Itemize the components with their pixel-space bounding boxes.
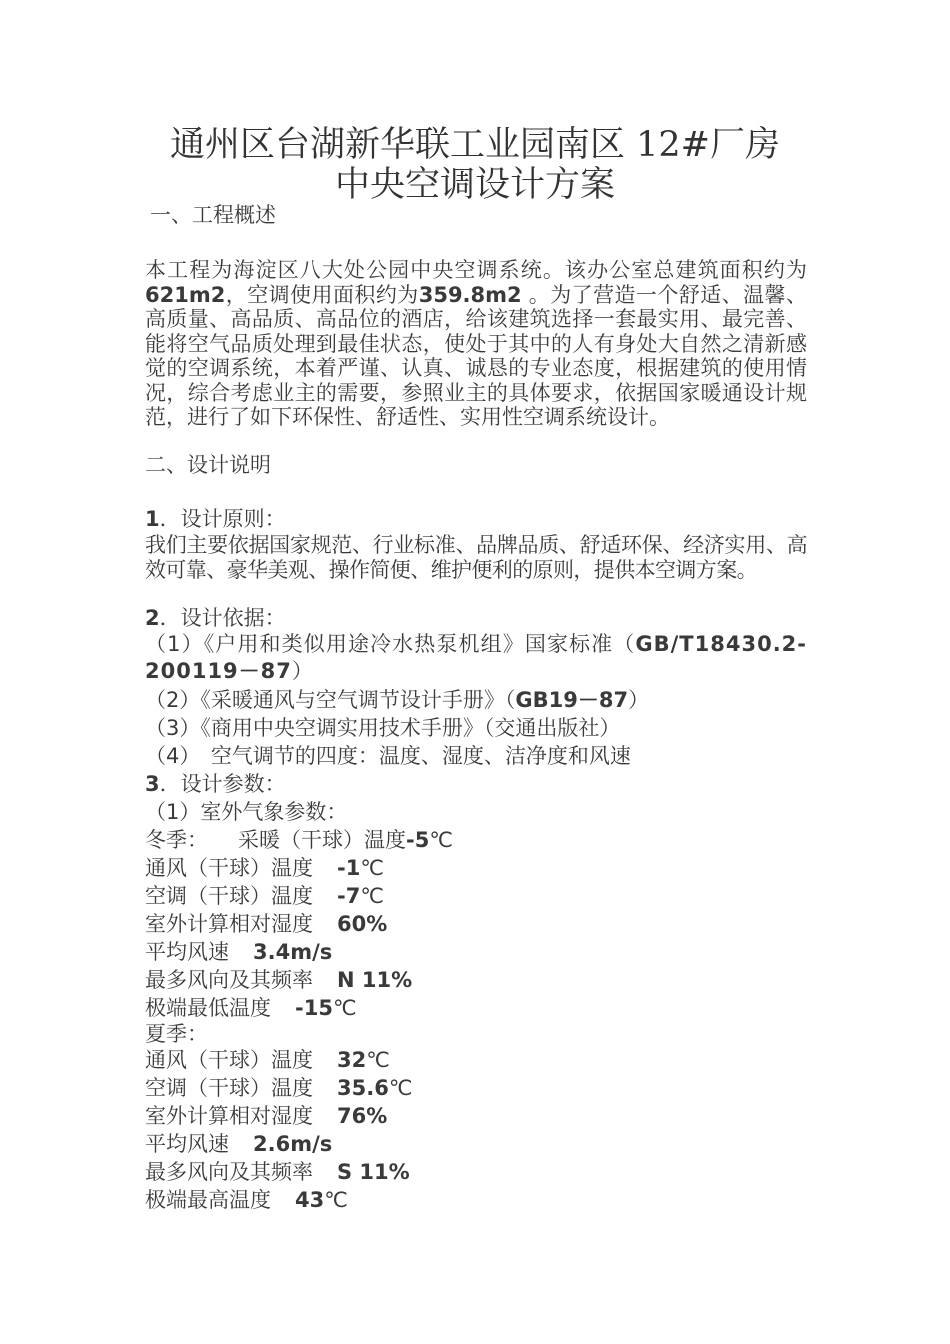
basis-item-end: ）: [628, 688, 650, 712]
winter-label: 冬季：: [145, 828, 208, 852]
basis-item-1: [145, 631, 807, 685]
basis-item-2: [145, 687, 649, 713]
design-basis-heading: [145, 605, 286, 631]
outdoor-params-heading: [145, 799, 347, 825]
param-row: [145, 967, 412, 993]
basis-item-text: 《商用中央空调实用技术手册》（交通出版社）: [200, 716, 621, 740]
winter-heating-row: [145, 827, 453, 853]
param-value: 3.4m/s: [253, 940, 333, 964]
param-label: 采暖（干球）温度: [238, 828, 406, 852]
param-row: [145, 883, 384, 909]
param-row: [145, 939, 332, 965]
basis-item-end: ）: [291, 659, 314, 683]
param-value: 43: [295, 1188, 325, 1212]
basis-item-number: （3）: [145, 716, 201, 740]
basis-item-number: （2）: [145, 688, 201, 712]
doc-title-line2: 中央空调设计方案: [334, 165, 615, 205]
param-unit: ℃: [429, 828, 453, 852]
basis-item-3: [145, 715, 620, 741]
param-value: -15: [295, 996, 333, 1020]
used-area-value: 359.8m2: [418, 282, 522, 307]
param-label: 空调（干球）温度: [145, 1076, 313, 1100]
basis-item-4: [145, 743, 631, 769]
basis-item-number: （1）: [145, 632, 204, 656]
basis-item-text: 《采暖通风与空气调节设计手册》（: [200, 688, 516, 712]
param-row: [145, 855, 384, 881]
design-params-heading: [145, 771, 286, 797]
section2-heading: 二、设计说明: [145, 453, 271, 477]
total-area-value: 621m2: [145, 282, 226, 307]
overview-text-b: ，空调使用面积约为: [225, 282, 419, 307]
basis-item-text: 《户用和类似用途冷水热泵机组》国家标准（: [203, 632, 636, 656]
param-label: 最多风向及其频率: [145, 968, 313, 992]
design-principle-heading: [145, 506, 286, 532]
param-unit: ℃: [324, 1188, 348, 1212]
param-label: 通风（干球）温度: [145, 856, 313, 880]
overview-text-a: 本工程为海淀区八大处公园中央空调系统。该办公室总建筑面积约为: [145, 258, 807, 282]
param-unit: ℃: [388, 1076, 413, 1100]
param-row: [145, 1131, 332, 1157]
param-label: 平均风速: [145, 1132, 229, 1156]
param-unit: ℃: [332, 996, 357, 1020]
param-row: [145, 911, 387, 937]
basis-item-text: 空气调节的四度：温度、湿度、洁净度和风速: [189, 744, 631, 768]
param-unit: ℃: [366, 1048, 390, 1072]
param-value: 32: [337, 1048, 367, 1072]
section1-heading: 一、工程概述: [150, 203, 276, 227]
param-value: 60%: [337, 912, 388, 936]
principle-number: 1: [145, 507, 160, 531]
project-overview-paragraph: [145, 258, 807, 430]
basis-item-code: GB/T18430.2-200119－87: [145, 632, 807, 683]
param-value: 35.6: [337, 1076, 389, 1100]
param-value: S 11%: [337, 1160, 410, 1184]
param-label: 室外计算相对湿度: [145, 1104, 313, 1128]
overview-text-c: 。为了营造一个舒适、温馨、高质量、高品质、高品位的酒店，给该建筑选择一套最实用、最完善、能将空气品质处理到最佳状态，使处于其中的人有身处大自然之清新感觉的空调系统，本着严谨、认真、诚恳的专业态度，根据建筑的使用情况，综合考虑业主的需要，参照业主的具体要求，依据国家暖通设计规范，进行了如下环保性、舒适性、实用性空调系统设计。: [145, 282, 807, 429]
param-unit: ℃: [360, 884, 384, 908]
param-label: 最多风向及其频率: [145, 1160, 313, 1184]
basis-item-code: GB19－87: [515, 688, 629, 712]
param-value: -1: [337, 856, 361, 880]
params-number: 3: [145, 772, 160, 796]
param-value: -7: [337, 884, 361, 908]
param-row: [145, 1159, 410, 1185]
param-label: 极端最低温度: [145, 996, 271, 1020]
basis-label: ．设计依据：: [159, 606, 286, 630]
outdoor-label: 室外气象参数：: [200, 800, 348, 824]
param-unit: ℃: [360, 856, 384, 880]
param-row: [145, 1187, 348, 1213]
param-label: 通风（干球）温度: [145, 1048, 313, 1072]
doc-title-line1: 通州区台湖新华联工业园南区 12#厂房: [170, 125, 780, 165]
param-row: [145, 995, 357, 1021]
principle-label: ．设计原则：: [159, 507, 286, 531]
param-value: N 11%: [337, 968, 413, 992]
param-label: 空调（干球）温度: [145, 884, 313, 908]
basis-number: 2: [145, 606, 160, 630]
param-row: [145, 1103, 387, 1129]
param-row: [145, 1047, 390, 1073]
param-value: 2.6m/s: [253, 1132, 333, 1156]
param-label: 平均风速: [145, 940, 229, 964]
param-row: [145, 1075, 412, 1101]
outdoor-number: （1）: [145, 800, 201, 824]
summer-label: 夏季：: [145, 1022, 208, 1046]
param-label: 室外计算相对湿度: [145, 912, 313, 936]
param-label: 极端最高温度: [145, 1188, 271, 1212]
params-label: ．设计参数：: [159, 772, 286, 796]
design-principle-paragraph: 我们主要依据国家规范、行业标准、品牌品质、舒适环保、经济实用、高效可靠、豪华美观、操作简便、维护便利的原则，提供本空调方案。: [145, 533, 807, 582]
basis-item-number: （4）: [145, 744, 190, 768]
param-value: 76%: [337, 1104, 388, 1128]
param-value: -5: [406, 828, 430, 852]
